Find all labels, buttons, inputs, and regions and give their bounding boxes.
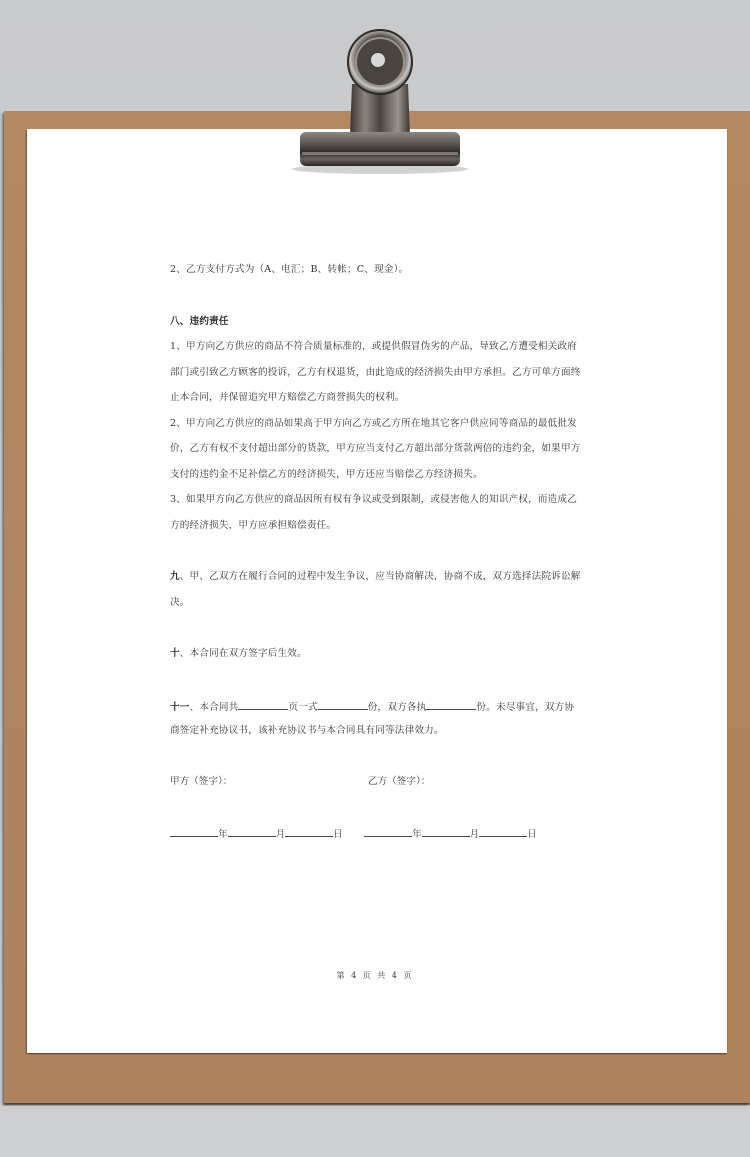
party-a-day-blank[interactable] (285, 825, 333, 837)
party-b-month-blank[interactable] (422, 825, 470, 837)
party-b-date: 年 月 日 (364, 825, 537, 843)
section-8-item-2: 2、甲方向乙方供应的商品如果高于甲方向乙方或乙方所在地其它客户供应同等商品的最低批发 价，乙方有权不支付超出部分的货款，甲方应当支付乙方超出部分货款两倍的违约金，如果甲方 支付的违约金不足补偿乙方的经济损失，甲方还应当赔偿乙方经济损失。 (170, 417, 581, 480)
section-9: 九、甲、乙双方在履行合同的过程中发生争议，应当协商解决，协商不成，双方选择法院诉讼解 决。 (170, 571, 581, 608)
copy-count-blank[interactable] (318, 698, 368, 710)
party-a-month-blank[interactable] (228, 825, 276, 837)
section-11: 十一、本合同共 页一式 份，双方各执 份。未尽事宜，双方协 商签定补充协议书，该补充协议书与本合同具有同等法律效力。 (170, 698, 582, 749)
page-count-blank[interactable] (238, 698, 288, 710)
contract-body (170, 262, 582, 843)
binder-clip-icon (290, 24, 470, 174)
party-b-signature-label: 乙方（签字）： (368, 775, 431, 787)
party-a-signature-label: 甲方（签字）： (170, 775, 233, 787)
each-party-copies-blank[interactable] (426, 698, 476, 710)
section-8-item-1: 1、甲方向乙方供应的商品不符合质量标准的，或提供假冒伪劣的产品，导致乙方遭受相关政府 部门或引致乙方顾客的投诉，乙方有权退货，由此造成的经济损失由甲方承担。乙方可单方面终 止本合同，并保留追究甲方赔偿乙方商誉损失的权利。 (170, 341, 581, 403)
section-8-heading: 八、违约责任 (170, 315, 229, 327)
section-9-number: 九 (170, 571, 180, 582)
signature-dates (170, 825, 582, 843)
party-b-year-blank[interactable] (364, 825, 412, 837)
party-a-date: 年 月 日 (170, 825, 364, 843)
section-10: 十、本合同在双方签字后生效。 (170, 648, 307, 659)
page-number-footer: 第 4 页 共 4 页 (336, 971, 414, 980)
party-b-day-blank[interactable] (479, 825, 527, 837)
section-8-item-3: 3、如果甲方向乙方供应的商品因所有权有争议或受到限制，或侵害他人的知识产权，而造成乙 方的经济损失，甲方应承担赔偿责任。 (170, 494, 578, 531)
party-a-year-blank[interactable] (170, 825, 218, 837)
signature-labels (170, 774, 582, 799)
payment-method-clause: 2、乙方支付方式为（A、电汇；B、转帐；C、现金）。 (170, 264, 409, 275)
